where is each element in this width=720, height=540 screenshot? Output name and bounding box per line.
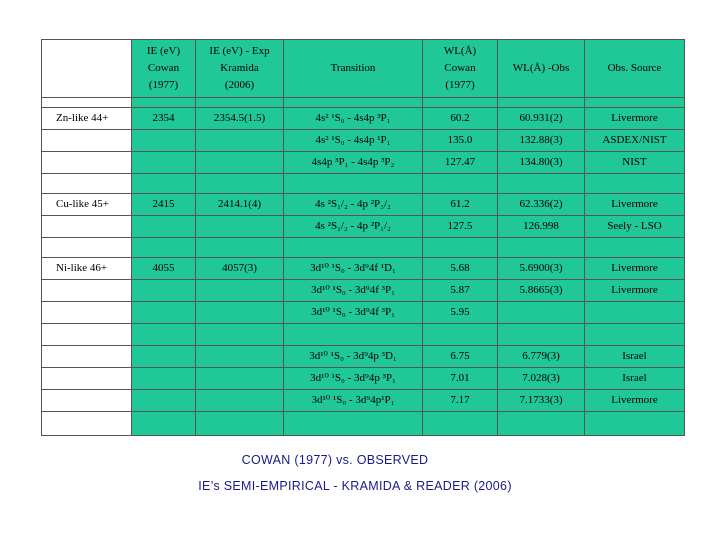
table-cell: 4s ²S₁/₂ - 4p ²P₃/₂ xyxy=(284,194,423,216)
table-cell: Israel xyxy=(585,346,685,368)
header-text: Kramida xyxy=(220,62,259,74)
table-cell xyxy=(196,98,284,108)
table-cell xyxy=(423,98,498,108)
table-cell xyxy=(196,152,284,174)
table-cell xyxy=(498,174,585,194)
table-cell xyxy=(196,324,284,346)
table-cell: 62.336(2) xyxy=(498,194,585,216)
table-row xyxy=(42,108,685,130)
header-row xyxy=(42,40,685,98)
table-cell xyxy=(132,280,196,302)
table-cell: Livermore xyxy=(585,390,685,412)
header-text: IE (eV) xyxy=(146,45,181,57)
table-cell: 5.87 xyxy=(423,280,498,302)
header-text: Transition xyxy=(330,62,376,74)
data-table xyxy=(41,39,685,436)
table-cell xyxy=(132,174,196,194)
table-cell: 3d¹⁰ ¹S₀ - 3d⁹4p¹P₁ xyxy=(284,390,423,412)
table-row xyxy=(42,368,685,390)
ion-label-cell xyxy=(42,130,132,152)
table-row xyxy=(42,174,685,194)
table-cell: 7.1733(3) xyxy=(498,390,585,412)
header-cell-transition xyxy=(284,40,423,98)
table-cell: 3d¹⁰ ¹S₀ - 3d⁹4p ³D₁ xyxy=(284,346,423,368)
table-cell xyxy=(585,238,685,258)
table-cell xyxy=(498,238,585,258)
table-cell: 60.2 xyxy=(423,108,498,130)
table-row xyxy=(42,98,685,108)
table-cell xyxy=(196,412,284,436)
header-cell-obs_source xyxy=(585,40,685,98)
ion-label-cell xyxy=(42,346,132,368)
table-row xyxy=(42,412,685,436)
ion-label-cell: Cu-like 45+ xyxy=(42,194,132,216)
table-cell: 2354 xyxy=(132,108,196,130)
header-cell-ie_cowan xyxy=(132,40,196,98)
ion-label-cell xyxy=(42,174,132,194)
table-cell: 4057(3) xyxy=(196,258,284,280)
header-cell-label xyxy=(42,40,132,98)
table-cell: 134.80(3) xyxy=(498,152,585,174)
table-cell xyxy=(423,174,498,194)
table-cell xyxy=(196,238,284,258)
ion-label-cell xyxy=(42,368,132,390)
table-row xyxy=(42,258,685,280)
table-cell xyxy=(423,324,498,346)
table-cell xyxy=(196,368,284,390)
table-cell: 2414.1(4) xyxy=(196,194,284,216)
header-cell-ie_exp xyxy=(196,40,284,98)
table-cell xyxy=(132,130,196,152)
table-cell xyxy=(423,412,498,436)
table-cell: Seely - LSO xyxy=(585,216,685,238)
header-text: WL(Å) xyxy=(443,45,477,57)
ion-label-cell xyxy=(42,302,132,324)
header-text: Cowan xyxy=(444,62,476,74)
table-row xyxy=(42,130,685,152)
table-cell: 3d¹⁰ ¹S₀ - 3d⁹4f ³P₁ xyxy=(284,280,423,302)
table-cell: 3d¹⁰ ¹S₀ - 3d⁹4f ¹D₁ xyxy=(284,258,423,280)
footer-subtitle: IE’s SEMI-EMPIRICAL - KRAMIDA & READER (2006) xyxy=(198,479,512,493)
table-cell xyxy=(196,302,284,324)
table-cell xyxy=(132,152,196,174)
ion-label-cell: Zn-like 44+ xyxy=(42,108,132,130)
table-row xyxy=(42,194,685,216)
table-cell: 135.0 xyxy=(423,130,498,152)
table-cell xyxy=(196,174,284,194)
table-cell: 3d¹⁰ ¹S₀ - 3d⁹4f ³P₁ xyxy=(284,302,423,324)
table-cell: 6.779(3) xyxy=(498,346,585,368)
table-cell: 126.998 xyxy=(498,216,585,238)
table-cell xyxy=(132,216,196,238)
table-cell: Livermore xyxy=(585,258,685,280)
table-cell: 7.01 xyxy=(423,368,498,390)
table-cell: 132.88(3) xyxy=(498,130,585,152)
ion-label-cell xyxy=(42,216,132,238)
table-cell: 5.68 xyxy=(423,258,498,280)
table-row xyxy=(42,302,685,324)
table-cell xyxy=(132,98,196,108)
table-cell: 4s ²S₁/₂ - 4p ²P₁/₂ xyxy=(284,216,423,238)
table-cell xyxy=(423,238,498,258)
table-cell xyxy=(132,346,196,368)
table-cell xyxy=(132,238,196,258)
table-cell: 5.6900(3) xyxy=(498,258,585,280)
table-cell: 61.2 xyxy=(423,194,498,216)
table-cell xyxy=(585,302,685,324)
table-cell xyxy=(498,324,585,346)
table-cell xyxy=(132,390,196,412)
table-cell xyxy=(498,412,585,436)
table-cell: 7.17 xyxy=(423,390,498,412)
ion-label-cell: Ni-like 46+ xyxy=(42,258,132,280)
table-cell: Livermore xyxy=(585,194,685,216)
table-cell: 2354.5(1.5) xyxy=(196,108,284,130)
table-row xyxy=(42,216,685,238)
table-cell xyxy=(196,130,284,152)
header-text: (1977) xyxy=(445,79,475,91)
table-cell xyxy=(284,98,423,108)
table-row xyxy=(42,152,685,174)
header-cell-wl_cowan xyxy=(423,40,498,98)
table-cell xyxy=(498,302,585,324)
table-cell xyxy=(132,412,196,436)
table-cell: 4s² ¹S₀ - 4s4p ³P₁ xyxy=(284,108,423,130)
table-cell: 4s4p ³P₁ - 4s4p ³P₂ xyxy=(284,152,423,174)
table-row xyxy=(42,390,685,412)
footer-title: COWAN (1977) vs. OBSERVED xyxy=(241,453,429,467)
table-cell: 2415 xyxy=(132,194,196,216)
table-row xyxy=(42,324,685,346)
table-row xyxy=(42,238,685,258)
table-cell xyxy=(132,324,196,346)
table-cell xyxy=(196,390,284,412)
table-cell xyxy=(498,98,585,108)
table-cell: NIST xyxy=(585,152,685,174)
table-cell: 127.47 xyxy=(423,152,498,174)
ion-label-cell xyxy=(42,324,132,346)
header-text: Cowan xyxy=(147,62,180,74)
table-row xyxy=(42,346,685,368)
table-cell: Israel xyxy=(585,368,685,390)
table-cell: 4s² ¹S₀ - 4s4p ¹P₁ xyxy=(284,130,423,152)
ion-label-cell xyxy=(42,152,132,174)
table-cell: 4055 xyxy=(132,258,196,280)
table-cell xyxy=(196,280,284,302)
table-cell xyxy=(585,324,685,346)
ion-label-cell xyxy=(42,390,132,412)
header-text: IE (eV) - Exp xyxy=(209,45,270,57)
table-cell: 5.95 xyxy=(423,302,498,324)
header-text: (2006) xyxy=(224,79,255,91)
table-row xyxy=(42,280,685,302)
table-cell xyxy=(132,302,196,324)
table-cell: 127.5 xyxy=(423,216,498,238)
table-cell: 3d¹⁰ ¹S₀ - 3d⁹4p ³P₁ xyxy=(284,368,423,390)
table-cell xyxy=(284,174,423,194)
table-cell xyxy=(196,346,284,368)
header-text: Obs. Source xyxy=(607,62,662,74)
table-cell: Livermore xyxy=(585,108,685,130)
ion-label-cell xyxy=(42,238,132,258)
ion-label-cell xyxy=(42,98,132,108)
header-cell-wl_obs xyxy=(498,40,585,98)
table-cell: 6.75 xyxy=(423,346,498,368)
table-cell xyxy=(196,216,284,238)
ion-label-cell xyxy=(42,280,132,302)
table-cell: ASDEX/NIST xyxy=(585,130,685,152)
table-cell xyxy=(284,412,423,436)
table-cell xyxy=(585,174,685,194)
table-cell: Livermore xyxy=(585,280,685,302)
table-cell: 60.931(2) xyxy=(498,108,585,130)
table-cell xyxy=(585,98,685,108)
table-cell: 7.028(3) xyxy=(498,368,585,390)
table-cell xyxy=(132,368,196,390)
table-cell xyxy=(284,324,423,346)
table-cell xyxy=(585,412,685,436)
header-text: (1977) xyxy=(148,79,179,91)
ion-label-cell xyxy=(42,412,132,436)
table-cell: 5.8665(3) xyxy=(498,280,585,302)
table-cell xyxy=(284,238,423,258)
header-text: WL(Å) -Obs xyxy=(512,62,570,74)
